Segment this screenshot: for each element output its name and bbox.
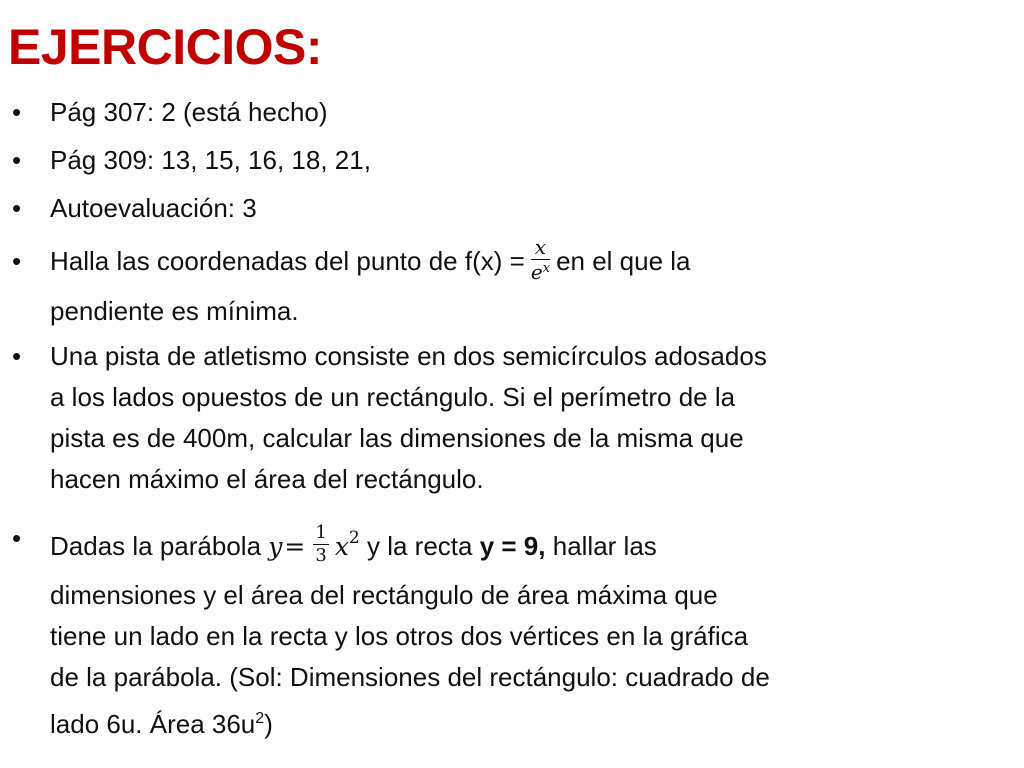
list-item-line: hacen máximo el área del rectángulo.: [50, 464, 484, 494]
fraction-one-third: [313, 521, 328, 566]
list-item-line: de la parábola. (Sol: Dimensiones del rectángulo: cuadrado de: [50, 662, 770, 692]
list-item: [0, 140, 910, 180]
list-item-text: Dadas la parábola: [50, 531, 262, 561]
bullet-icon: •: [12, 523, 22, 553]
math-variable-x: x: [334, 532, 349, 561]
list-item: [0, 236, 910, 336]
math-equals: =: [284, 532, 306, 561]
list-item-line: lado 6u. Área 36u: [50, 709, 256, 739]
list-item: [0, 92, 910, 132]
list-item-line: pista es de 400m, calcular las dimensiones de la misma que: [50, 423, 744, 453]
fraction-denominator-exponent: x: [542, 260, 551, 276]
list-item-text: pendiente es mínima.: [50, 296, 299, 326]
bullet-icon: •: [12, 145, 22, 175]
exercise-list: [0, 92, 1000, 745]
list-item: [0, 188, 910, 228]
math-exponent: 2: [348, 528, 360, 548]
list-item-line: a los lados opuestos de un rectángulo. Si el perímetro de la: [50, 382, 736, 412]
list-item-text: hallar las: [552, 531, 657, 561]
fraction-denominator: 3: [315, 544, 327, 566]
list-item-line: tiene un lado en la recta y los otros dos vértices en la gráfica: [50, 621, 749, 651]
fraction-x-over-e-x: [530, 234, 551, 284]
list-item-first-line: [50, 510, 910, 575]
list-item: [0, 336, 910, 500]
fraction-numerator: 1: [315, 521, 327, 543]
list-item-text: Halla las coordenadas del punto de f(x) =: [50, 246, 525, 276]
list-item-text: Pág 309: 13, 15, 16, 18, 21,: [50, 145, 371, 175]
list-item-line: Una pista de atletismo consiste en dos semicírculos adosados: [50, 341, 767, 371]
slide-title: EJERCICIOS:: [8, 19, 323, 75]
bullet-icon: •: [12, 97, 22, 127]
fraction-denominator-base: e: [530, 259, 543, 284]
fraction-numerator: x: [531, 237, 550, 260]
list-item-text: Pág 307: 2 (está hecho): [50, 97, 328, 127]
list-item-line: dimensiones y el área del rectángulo de área máxima que: [50, 580, 718, 610]
math-variable-y: y: [268, 532, 283, 561]
list-item-text: y la recta: [366, 531, 473, 561]
bullet-icon: •: [12, 193, 22, 223]
list-item: [0, 510, 910, 745]
bullet-icon: •: [12, 246, 22, 276]
superscript-two: 2: [255, 710, 265, 727]
fraction-denominator: [531, 260, 550, 282]
list-item-text: Autoevaluación: 3: [50, 193, 257, 223]
list-item-bold-text: y = 9,: [479, 531, 546, 561]
list-item-text: en el que la: [556, 246, 691, 276]
list-item-text: ): [264, 709, 273, 739]
bullet-icon: •: [12, 341, 22, 371]
